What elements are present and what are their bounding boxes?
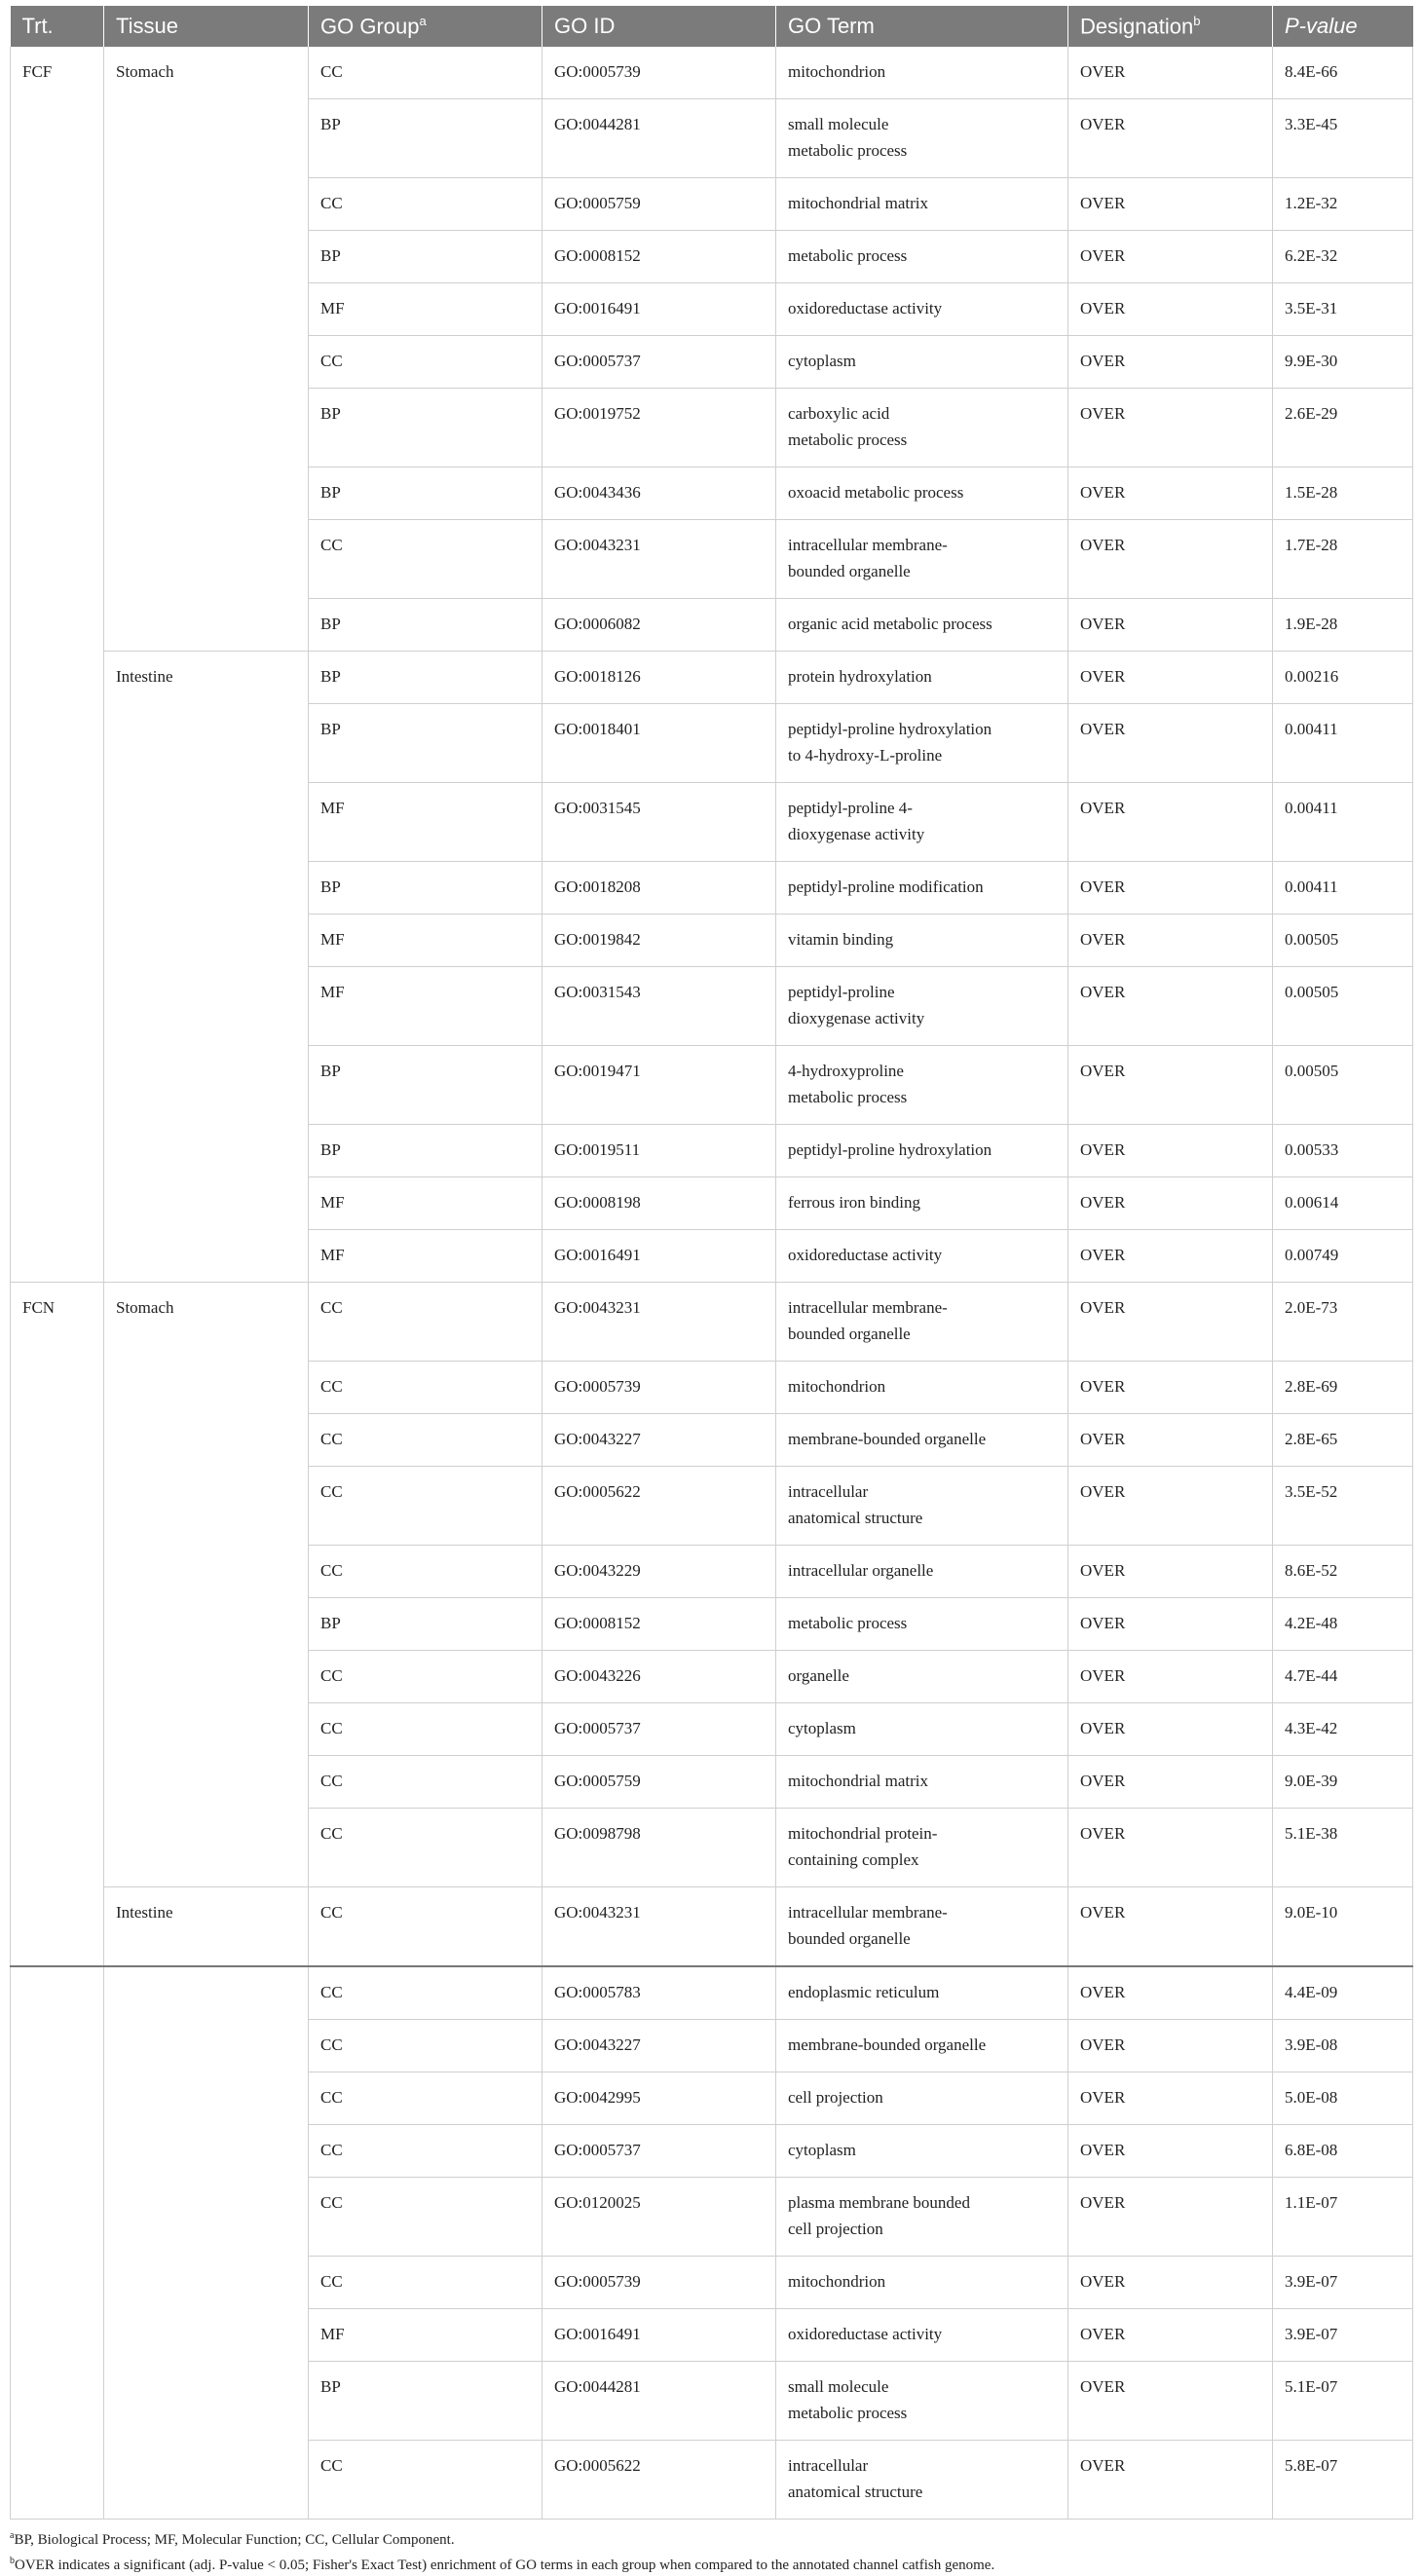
cell-pvalue: 0.00533 (1273, 1125, 1413, 1177)
cell-go-group: MF (309, 783, 543, 862)
cell-pvalue: 1.7E-28 (1273, 520, 1413, 599)
cell-pvalue: 2.0E-73 (1273, 1283, 1413, 1362)
cell-pvalue: 0.00411 (1273, 704, 1413, 783)
cell-designation: OVER (1068, 2125, 1273, 2178)
cell-pvalue: 8.6E-52 (1273, 1546, 1413, 1598)
cell-go-group: MF (309, 2309, 543, 2362)
cell-designation: OVER (1068, 967, 1273, 1046)
cell-designation: OVER (1068, 1283, 1273, 1362)
cell-go-term: intracellular membrane- bounded organelle (776, 1283, 1068, 1362)
cell-pvalue: 1.5E-28 (1273, 467, 1413, 520)
cell-go-id: GO:0008152 (543, 231, 776, 283)
table-row (11, 47, 1413, 99)
cell-go-group: BP (309, 99, 543, 178)
cell-designation: OVER (1068, 599, 1273, 652)
cell-go-group: BP (309, 652, 543, 704)
cell-go-term: cytoplasm (776, 1703, 1068, 1756)
cell-go-id: GO:0043227 (543, 2020, 776, 2072)
cell-go-id: GO:0019471 (543, 1046, 776, 1125)
cell-go-group: CC (309, 336, 543, 389)
cell-pvalue: 0.00505 (1273, 1046, 1413, 1125)
cell-go-term: membrane-bounded organelle (776, 2020, 1068, 2072)
cell-go-term: ferrous iron binding (776, 1177, 1068, 1230)
cell-pvalue: 1.2E-32 (1273, 178, 1413, 231)
cell-go-id: GO:0005759 (543, 1756, 776, 1809)
cell-go-id: GO:0008198 (543, 1177, 776, 1230)
cell-go-id: GO:0005783 (543, 1966, 776, 2020)
cell-go-term: oxoacid metabolic process (776, 467, 1068, 520)
footnote-a: $^a$BP, Biological Process; MF, Molecular Function; CC, Cellular Component. (10, 2530, 455, 2548)
cell-go-term: oxidoreductase activity (776, 1230, 1068, 1283)
cell-go-id: GO:0044281 (543, 2362, 776, 2441)
cell-pvalue: 0.00614 (1273, 1177, 1413, 1230)
cell-designation: OVER (1068, 1966, 1273, 2020)
cell-designation: OVER (1068, 704, 1273, 783)
cell-pvalue: 6.2E-32 (1273, 231, 1413, 283)
header-trt: Trt. (11, 6, 104, 47)
cell-pvalue: 4.2E-48 (1273, 1598, 1413, 1651)
cell-go-id: GO:0043231 (543, 1887, 776, 1967)
cell-pvalue: 1.9E-28 (1273, 599, 1413, 652)
cell-tissue: Intestine (104, 652, 309, 1283)
cell-go-id: GO:0019511 (543, 1125, 776, 1177)
cell-go-id: GO:0042995 (543, 2072, 776, 2125)
cell-go-id: GO:0043226 (543, 1651, 776, 1703)
cell-go-id: GO:0031543 (543, 967, 776, 1046)
cell-go-group: CC (309, 47, 543, 99)
cell-go-id: GO:0019752 (543, 389, 776, 467)
cell-go-group: CC (309, 1414, 543, 1467)
go-enrichment-table (10, 6, 1413, 2520)
cell-go-id: GO:0016491 (543, 283, 776, 336)
cell-designation: OVER (1068, 2020, 1273, 2072)
cell-go-id: GO:0031545 (543, 783, 776, 862)
cell-designation: OVER (1068, 1703, 1273, 1756)
cell-go-group: CC (309, 1703, 543, 1756)
cell-pvalue: 5.0E-08 (1273, 2072, 1413, 2125)
cell-go-term: mitochondrial matrix (776, 178, 1068, 231)
cell-pvalue: 3.5E-52 (1273, 1467, 1413, 1546)
cell-designation: OVER (1068, 1046, 1273, 1125)
cell-go-term: oxidoreductase activity (776, 283, 1068, 336)
cell-go-term: small molecule metabolic process (776, 2362, 1068, 2441)
cell-go-term: cell projection (776, 2072, 1068, 2125)
cell-go-term: metabolic process (776, 1598, 1068, 1651)
footnote-b: $^b$OVER indicates a significant (adj. P-value < 0.05; Fisher's Exact Test) enrichment of GO terms in each group when compared to the annotated channel catfish genome. (10, 2556, 995, 2573)
table-body (11, 47, 1413, 2520)
footnotes (10, 2525, 1412, 2576)
cell-go-id: GO:0005622 (543, 1467, 776, 1546)
cell-go-id: GO:0120025 (543, 2178, 776, 2257)
cell-go-term: peptidyl-proline dioxygenase activity (776, 967, 1068, 1046)
cell-designation: OVER (1068, 178, 1273, 231)
cell-pvalue: 5.1E-38 (1273, 1809, 1413, 1887)
cell-go-term: endoplasmic reticulum (776, 1966, 1068, 2020)
cell-designation: OVER (1068, 2178, 1273, 2257)
cell-designation: OVER (1068, 47, 1273, 99)
cell-designation: OVER (1068, 520, 1273, 599)
cell-go-term: peptidyl-proline modification (776, 862, 1068, 915)
cell-designation: OVER (1068, 2257, 1273, 2309)
cell-go-id: GO:0018208 (543, 862, 776, 915)
cell-designation: OVER (1068, 231, 1273, 283)
cell-pvalue: 2.6E-29 (1273, 389, 1413, 467)
cell-go-id: GO:0043436 (543, 467, 776, 520)
cell-go-group: CC (309, 2441, 543, 2520)
cell-go-group: BP (309, 389, 543, 467)
cell-go-term: mitochondrial protein- containing complex (776, 1809, 1068, 1887)
cell-go-id: GO:0044281 (543, 99, 776, 178)
cell-pvalue: 0.00216 (1273, 652, 1413, 704)
cell-go-group: CC (309, 1756, 543, 1809)
cell-pvalue: 0.00411 (1273, 862, 1413, 915)
cell-go-term: vitamin binding (776, 915, 1068, 967)
cell-designation: OVER (1068, 862, 1273, 915)
cell-tissue: Intestine (104, 1887, 309, 1967)
cell-pvalue: 9.0E-39 (1273, 1756, 1413, 1809)
cell-go-group: CC (309, 2125, 543, 2178)
cell-go-term: intracellular anatomical structure (776, 1467, 1068, 1546)
cell-pvalue: 9.9E-30 (1273, 336, 1413, 389)
cell-pvalue: 0.00505 (1273, 967, 1413, 1046)
cell-go-term: peptidyl-proline hydroxylation to 4-hydroxy-L-proline (776, 704, 1068, 783)
cell-go-group: MF (309, 1230, 543, 1283)
table-row (11, 1887, 1413, 1967)
cell-go-group: CC (309, 178, 543, 231)
cell-go-term: small molecule metabolic process (776, 99, 1068, 178)
cell-go-id: GO:0043229 (543, 1546, 776, 1598)
cell-go-term: mitochondrion (776, 47, 1068, 99)
cell-go-group: CC (309, 520, 543, 599)
cell-designation: OVER (1068, 2362, 1273, 2441)
cell-pvalue: 3.5E-31 (1273, 283, 1413, 336)
cell-go-group: CC (309, 1966, 543, 2020)
cell-designation: OVER (1068, 1887, 1273, 1967)
cell-designation: OVER (1068, 1177, 1273, 1230)
cell-pvalue: 4.3E-42 (1273, 1703, 1413, 1756)
cell-designation: OVER (1068, 1546, 1273, 1598)
cell-pvalue: 2.8E-65 (1273, 1414, 1413, 1467)
cell-go-term: plasma membrane bounded cell projection (776, 2178, 1068, 2257)
cell-go-id: GO:0005622 (543, 2441, 776, 2520)
header-go-id: GO ID (543, 6, 776, 47)
cell-designation: OVER (1068, 1230, 1273, 1283)
cell-go-id: GO:0008152 (543, 1598, 776, 1651)
cell-designation: OVER (1068, 1598, 1273, 1651)
cell-go-id: GO:0005739 (543, 2257, 776, 2309)
cell-go-group: CC (309, 1362, 543, 1414)
cell-go-group: BP (309, 2362, 543, 2441)
cell-go-group: CC (309, 2020, 543, 2072)
cell-go-group: CC (309, 1887, 543, 1967)
header-pvalue: P-value (1273, 6, 1413, 47)
cell-go-term: organic acid metabolic process (776, 599, 1068, 652)
cell-go-group: MF (309, 915, 543, 967)
cell-designation: OVER (1068, 1414, 1273, 1467)
cell-designation: OVER (1068, 2309, 1273, 2362)
cell-go-term: cytoplasm (776, 2125, 1068, 2178)
cell-go-term: 4-hydroxyproline metabolic process (776, 1046, 1068, 1125)
cell-pvalue: 8.4E-66 (1273, 47, 1413, 99)
cell-go-id: GO:0016491 (543, 2309, 776, 2362)
header-go-term: GO Term (776, 6, 1068, 47)
table-row (11, 1966, 1413, 2020)
cell-pvalue: 3.9E-07 (1273, 2257, 1413, 2309)
cell-go-id: GO:0005759 (543, 178, 776, 231)
cell-trt (11, 1966, 104, 2520)
cell-tissue: Stomach (104, 47, 309, 652)
cell-go-id: GO:0043227 (543, 1414, 776, 1467)
cell-go-term: cytoplasm (776, 336, 1068, 389)
cell-designation: OVER (1068, 1362, 1273, 1414)
cell-go-term: intracellular organelle (776, 1546, 1068, 1598)
cell-go-term: peptidyl-proline 4- dioxygenase activity (776, 783, 1068, 862)
cell-go-id: GO:0043231 (543, 520, 776, 599)
cell-go-group: BP (309, 599, 543, 652)
cell-tissue: Stomach (104, 1283, 309, 1887)
cell-pvalue: 9.0E-10 (1273, 1887, 1413, 1967)
cell-go-term: oxidoreductase activity (776, 2309, 1068, 2362)
header-row (11, 6, 1413, 47)
header-tissue: Tissue (104, 6, 309, 47)
cell-go-group: MF (309, 967, 543, 1046)
cell-go-id: GO:0019842 (543, 915, 776, 967)
cell-designation: OVER (1068, 389, 1273, 467)
cell-go-id: GO:0018126 (543, 652, 776, 704)
cell-designation: OVER (1068, 283, 1273, 336)
cell-trt: FCF (11, 47, 104, 1283)
cell-tissue (104, 1966, 309, 2520)
cell-pvalue: 1.1E-07 (1273, 2178, 1413, 2257)
cell-designation: OVER (1068, 652, 1273, 704)
cell-go-id: GO:0018401 (543, 704, 776, 783)
cell-go-term: mitochondrion (776, 1362, 1068, 1414)
cell-designation: OVER (1068, 1467, 1273, 1546)
cell-designation: OVER (1068, 99, 1273, 178)
cell-designation: OVER (1068, 915, 1273, 967)
cell-pvalue: 4.7E-44 (1273, 1651, 1413, 1703)
cell-go-group: MF (309, 283, 543, 336)
cell-go-id: GO:0098798 (543, 1809, 776, 1887)
cell-go-group: CC (309, 2178, 543, 2257)
cell-designation: OVER (1068, 2441, 1273, 2520)
cell-go-group: BP (309, 704, 543, 783)
cell-pvalue: 2.8E-69 (1273, 1362, 1413, 1414)
cell-go-id: GO:0016491 (543, 1230, 776, 1283)
cell-go-id: GO:0005739 (543, 47, 776, 99)
cell-pvalue: 5.8E-07 (1273, 2441, 1413, 2520)
header-go-group: GO Group$^a$ (309, 6, 543, 47)
cell-go-id: GO:0006082 (543, 599, 776, 652)
cell-go-term: intracellular membrane- bounded organelle (776, 1887, 1068, 1967)
cell-go-term: metabolic process (776, 231, 1068, 283)
cell-go-group: BP (309, 467, 543, 520)
cell-pvalue: 3.9E-07 (1273, 2309, 1413, 2362)
cell-go-group: CC (309, 1546, 543, 1598)
cell-go-term: intracellular membrane- bounded organelle (776, 520, 1068, 599)
cell-pvalue: 0.00505 (1273, 915, 1413, 967)
cell-go-term: intracellular anatomical structure (776, 2441, 1068, 2520)
table-container (10, 0, 1412, 2576)
header-designation: Designation$^b$ (1068, 6, 1273, 47)
cell-go-group: CC (309, 1467, 543, 1546)
cell-go-term: carboxylic acid metabolic process (776, 389, 1068, 467)
cell-go-term: organelle (776, 1651, 1068, 1703)
cell-go-group: CC (309, 2072, 543, 2125)
cell-go-group: CC (309, 1283, 543, 1362)
cell-trt: FCN (11, 1283, 104, 1967)
cell-go-group: BP (309, 1598, 543, 1651)
cell-go-group: BP (309, 1046, 543, 1125)
cell-go-term: protein hydroxylation (776, 652, 1068, 704)
cell-designation: OVER (1068, 2072, 1273, 2125)
cell-pvalue: 5.1E-07 (1273, 2362, 1413, 2441)
cell-go-group: BP (309, 862, 543, 915)
cell-go-group: MF (309, 1177, 543, 1230)
cell-designation: OVER (1068, 1651, 1273, 1703)
cell-designation: OVER (1068, 1125, 1273, 1177)
cell-go-id: GO:0043231 (543, 1283, 776, 1362)
cell-pvalue: 3.9E-08 (1273, 2020, 1413, 2072)
cell-go-term: mitochondrion (776, 2257, 1068, 2309)
table-row (11, 652, 1413, 704)
cell-pvalue: 6.8E-08 (1273, 2125, 1413, 2178)
cell-go-id: GO:0005737 (543, 2125, 776, 2178)
cell-go-id: GO:0005737 (543, 1703, 776, 1756)
cell-go-id: GO:0005737 (543, 336, 776, 389)
cell-pvalue: 0.00411 (1273, 783, 1413, 862)
cell-go-group: BP (309, 1125, 543, 1177)
cell-go-group: CC (309, 1651, 543, 1703)
cell-pvalue: 3.3E-45 (1273, 99, 1413, 178)
cell-go-term: mitochondrial matrix (776, 1756, 1068, 1809)
cell-pvalue: 4.4E-09 (1273, 1966, 1413, 2020)
cell-pvalue: 0.00749 (1273, 1230, 1413, 1283)
cell-designation: OVER (1068, 1809, 1273, 1887)
cell-designation: OVER (1068, 783, 1273, 862)
table-row (11, 1283, 1413, 1362)
cell-designation: OVER (1068, 1756, 1273, 1809)
cell-go-term: membrane-bounded organelle (776, 1414, 1068, 1467)
cell-go-group: BP (309, 231, 543, 283)
cell-designation: OVER (1068, 336, 1273, 389)
cell-designation: OVER (1068, 467, 1273, 520)
cell-go-term: peptidyl-proline hydroxylation (776, 1125, 1068, 1177)
cell-go-group: CC (309, 2257, 543, 2309)
cell-go-group: CC (309, 1809, 543, 1887)
cell-go-id: GO:0005739 (543, 1362, 776, 1414)
